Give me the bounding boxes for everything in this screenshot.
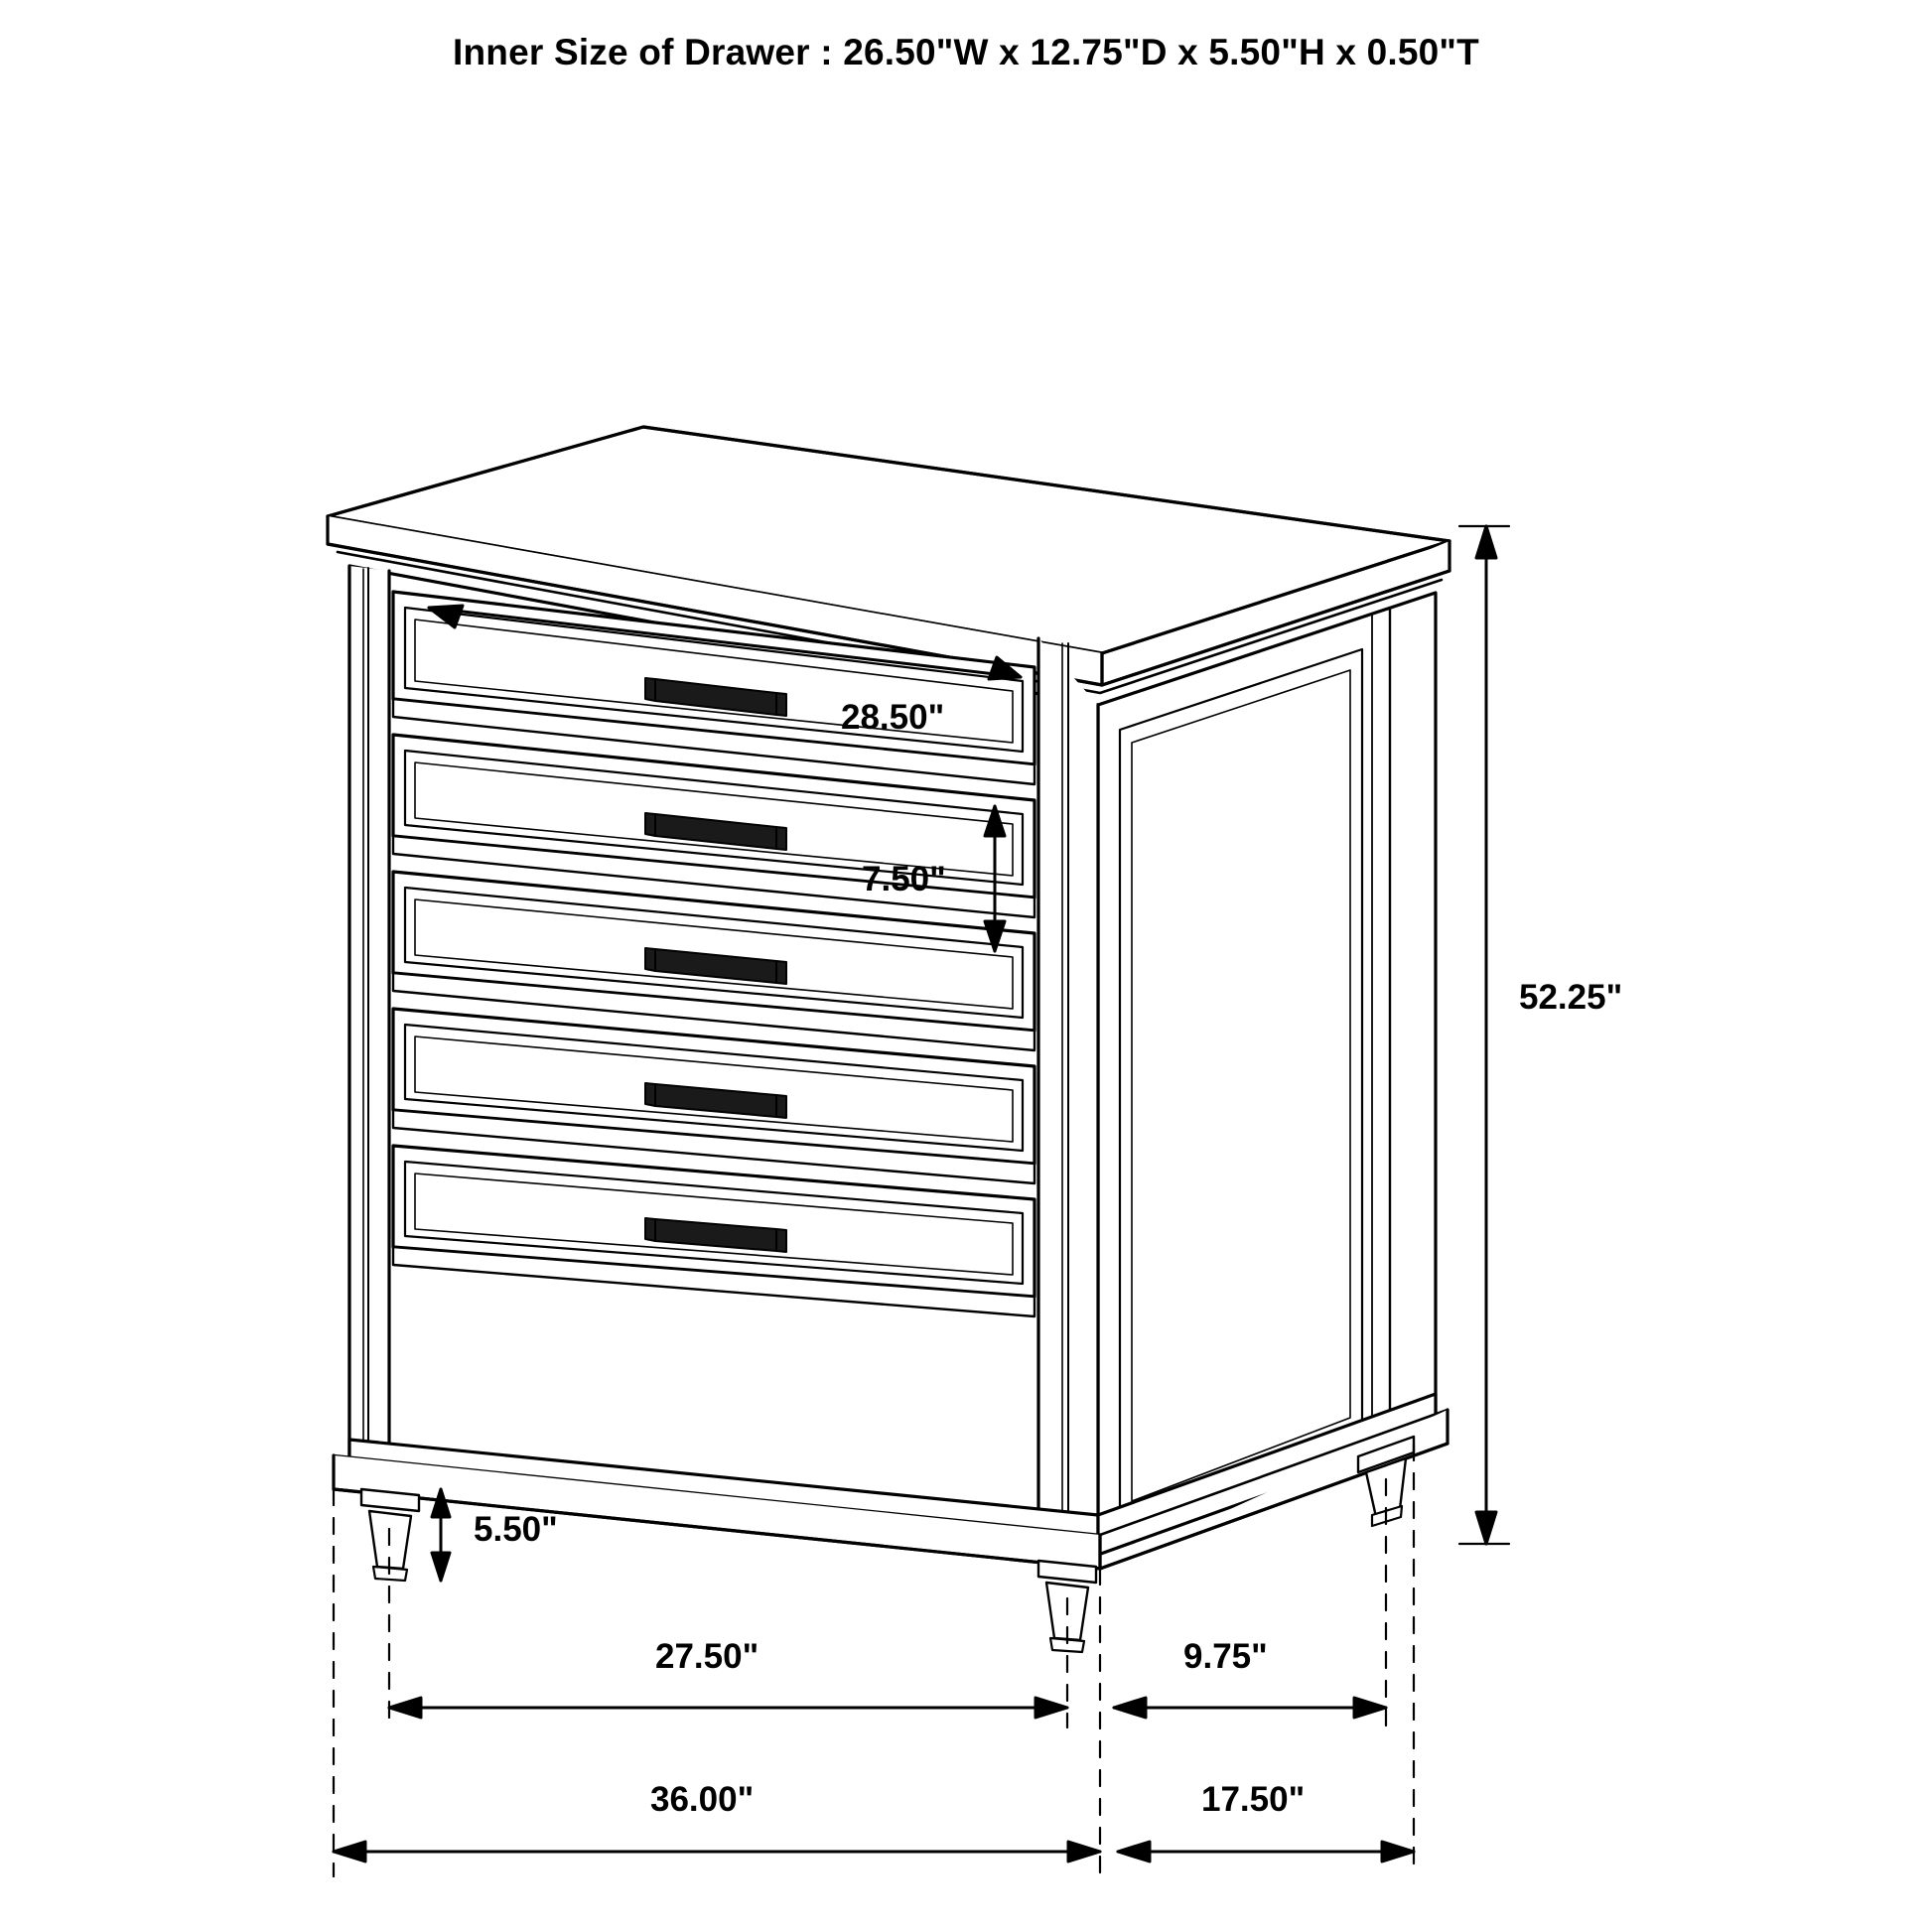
dimension-17-50 <box>1118 1842 1414 1862</box>
dimension-label-28-50: 28.50" <box>841 698 945 737</box>
right-pilaster <box>1038 638 1098 1549</box>
dimension-label-17-50: 17.50" <box>1201 1780 1306 1819</box>
dimension-36-00 <box>334 1842 1100 1862</box>
dimension-9-75 <box>1114 1698 1386 1718</box>
dimension-label-36-00: 36.00" <box>650 1780 755 1819</box>
dimension-5-50 <box>432 1489 450 1581</box>
dimension-label-9-75: 9.75" <box>1183 1637 1268 1676</box>
dimension-27-50 <box>389 1698 1067 1718</box>
dimension-label-7-50: 7.50" <box>862 860 946 898</box>
dimension-label-52-25: 52.25" <box>1519 978 1623 1017</box>
dimension-label-27-50: 27.50" <box>655 1637 759 1676</box>
page-title: Inner Size of Drawer : 26.50"W x 12.75"D x 5.50"H x 0.50"T <box>453 32 1479 72</box>
dimension-label-5-50: 5.50" <box>474 1510 558 1549</box>
left-pilaster <box>349 566 389 1478</box>
dimension-52-25 <box>1459 526 1509 1544</box>
